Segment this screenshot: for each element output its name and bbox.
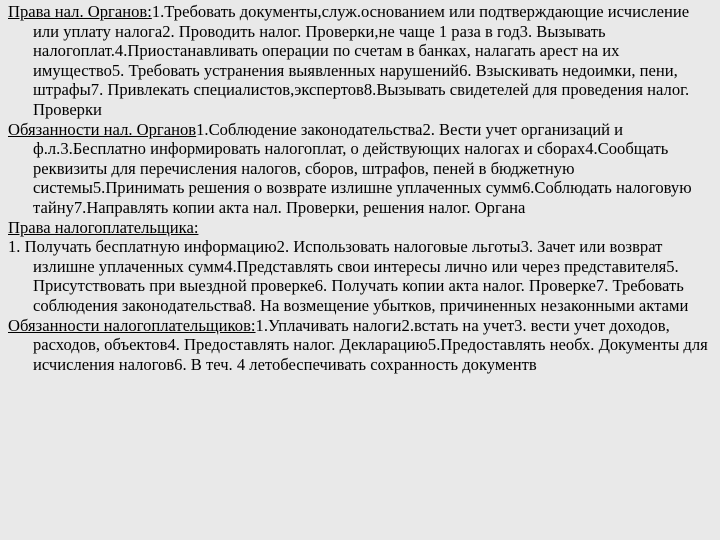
section-heading: Обязанности нал. Органов	[8, 119, 197, 139]
section-body: 1. Получать бесплатную информацию2. Использовать налоговые льготы3. Зачет или возврат излишне уплаченных сумм4.Представлять свои интересы лично или через представителя5. Присутствовать при выездной проверке6. Получать копии акта налог. Проверке7. Требовать соблюдения законодательства8. На возмещение убытков, причиненных незаконными актами	[8, 237, 689, 315]
section-authority-rights	[8, 2, 712, 120]
section-authority-duties	[8, 120, 712, 218]
section-heading: Права нал. Органов:	[8, 2, 152, 21]
section-taxpayer-duties	[8, 316, 712, 375]
section-taxpayer-rights-heading	[8, 218, 712, 238]
section-taxpayer-rights	[8, 237, 712, 315]
section-heading: Обязанности налогоплательщиков:	[8, 315, 256, 335]
section-body: 1.Соблюдение законодательства2. Вести учет организаций и ф.л.3.Бесплатно информировать налогоплат, о действующих налогах и сборах4.Сообщать реквизиты для перечисления налогов, сборов, штрафов, пеней в бюджетную системы5.Принимать решения о возврате излишне уплаченных сумм6.Соблюдать налоговую тайну7.Направлять копии акта нал. Проверки, решения налог. Органа	[33, 119, 692, 217]
section-body: 1.Требовать документы,служ.основанием или подтверждающие исчисление или уплату налога2. Проводить налог. Проверки,не чаще 1 раза в год3. Вызывать налогоплат.4.Приостанавливать операции по счетам в банках, налагать арест на их имущество5. Требовать устранения выявленных нарушений6. Взыскивать недоимки, пени, штрафы7. Привлекать специалистов,экспертов8.Вызывать свидетелей для проведения налог. Проверки	[33, 2, 690, 119]
section-body: 1.Уплачивать налоги2.встать на учет3. вести учет доходов, расходов, объектов4. Предоставлять налог. Декларацию5.Предоставлять необх. Документы для исчисления налогов6. В теч. 4 летобеспечивать сохранность документв	[33, 315, 708, 374]
section-heading: Права налогоплательщика:	[8, 217, 199, 237]
